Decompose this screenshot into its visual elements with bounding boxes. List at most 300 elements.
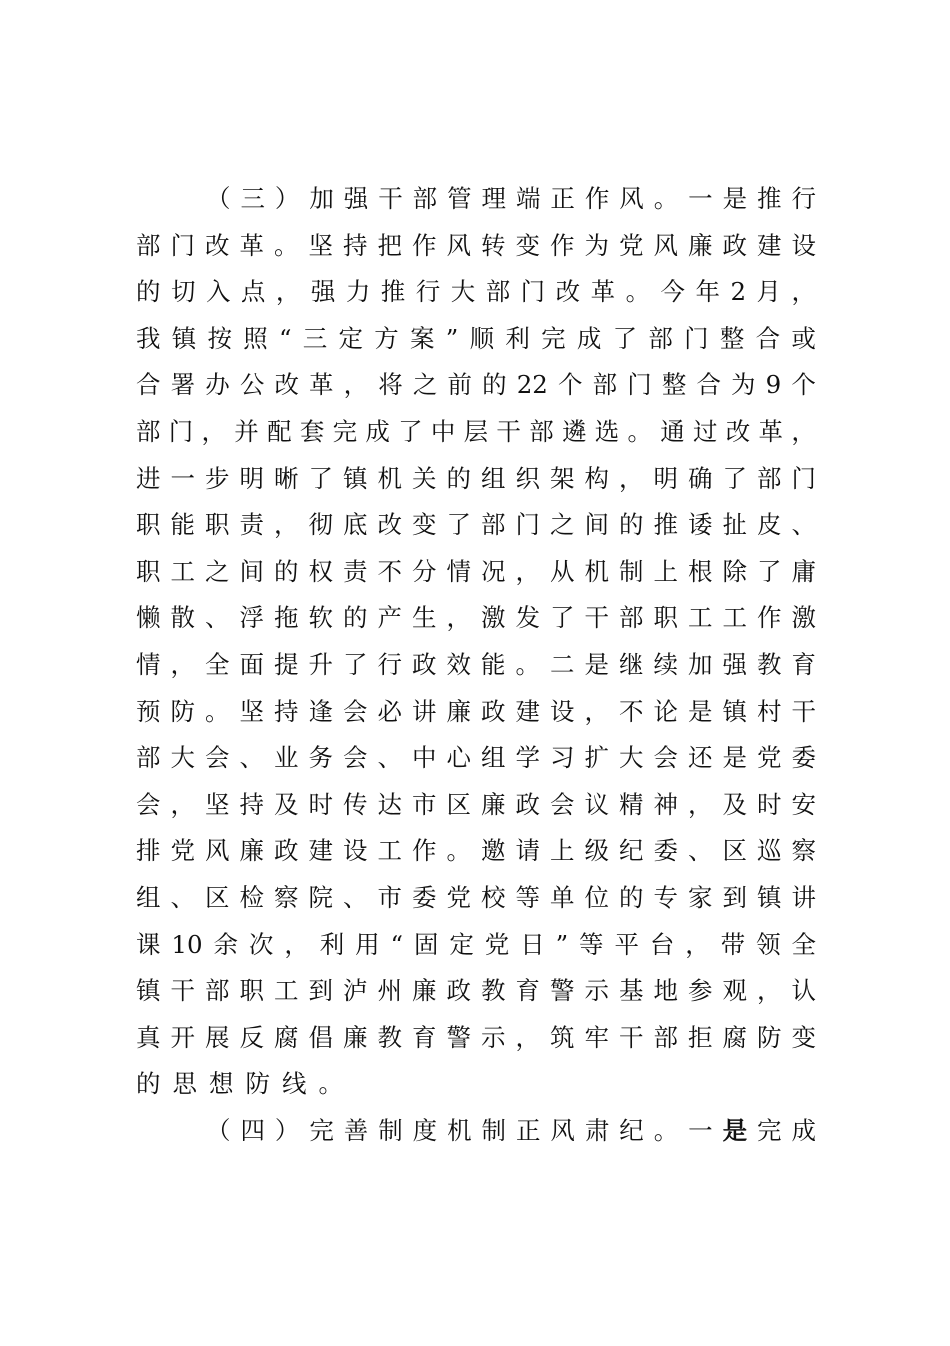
- text-line: [136, 269, 816, 316]
- text-glyph: 察: [791, 836, 816, 866]
- text-glyph: 革: [309, 370, 334, 400]
- text-glyph: 职: [653, 603, 678, 633]
- text-glyph: 示: [584, 976, 609, 1006]
- text-glyph: 廉: [446, 696, 471, 726]
- text-glyph: 腐: [274, 1022, 299, 1052]
- text-line: [136, 828, 816, 875]
- text-glyph: 善: [343, 1115, 369, 1145]
- text-glyph: 确: [688, 463, 713, 493]
- text-glyph: 精: [619, 789, 644, 819]
- text-glyph: 行: [377, 649, 402, 679]
- text-glyph: 中: [412, 743, 437, 773]
- text-glyph: 廉: [688, 230, 713, 260]
- text-glyph: 级: [584, 836, 609, 866]
- text-glyph: 入: [205, 277, 231, 307]
- text-glyph: 职: [205, 510, 230, 540]
- text-glyph: 架: [550, 463, 575, 493]
- text-glyph: 整: [661, 370, 687, 400]
- text-glyph: 、: [377, 743, 402, 773]
- text-glyph: 利: [319, 929, 345, 959]
- text-glyph: 变: [515, 230, 540, 260]
- text-glyph: 会: [653, 743, 678, 773]
- text-glyph: 。: [625, 277, 651, 307]
- text-glyph: 风: [550, 1115, 575, 1145]
- text-glyph: 成: [576, 323, 602, 353]
- text-glyph: 的: [136, 1069, 161, 1099]
- text-glyph: 党: [446, 882, 471, 912]
- text-glyph: ，: [791, 277, 816, 307]
- text-glyph: 廉: [481, 789, 506, 819]
- text-glyph: 变: [412, 510, 437, 540]
- text-glyph: 干: [584, 603, 609, 633]
- text-glyph: 情: [136, 649, 161, 679]
- text-glyph: 按: [207, 323, 232, 353]
- text-glyph: 明: [653, 463, 678, 493]
- text-glyph: 是: [584, 649, 609, 679]
- text-glyph: 作: [412, 230, 437, 260]
- text-glyph: 升: [308, 649, 333, 679]
- text-glyph: 公: [239, 370, 265, 400]
- text-glyph: 持: [274, 696, 299, 726]
- text-glyph: 部: [619, 603, 644, 633]
- text-glyph: 之: [412, 370, 438, 400]
- text-glyph: 。: [653, 184, 679, 213]
- text-line: [136, 689, 816, 736]
- text-glyph: 时: [308, 789, 333, 819]
- text-glyph: 坚: [308, 230, 333, 260]
- text-glyph: 村: [757, 696, 782, 726]
- text-glyph: 工: [170, 556, 195, 586]
- text-glyph: 工: [722, 603, 747, 633]
- text-glyph: 持: [239, 789, 264, 819]
- text-glyph: 推: [380, 277, 406, 307]
- text-glyph: （: [206, 1115, 231, 1145]
- text-glyph: 廉: [239, 836, 264, 866]
- text-glyph: 制: [481, 1115, 506, 1145]
- text-glyph: 大: [170, 743, 195, 773]
- text-glyph: 领: [756, 929, 781, 959]
- text-glyph: 纪: [619, 1115, 644, 1145]
- text-glyph: 论: [653, 696, 678, 726]
- text-glyph: 革: [590, 277, 616, 307]
- text-glyph: 发: [515, 603, 540, 633]
- text-glyph: 激: [791, 603, 816, 633]
- text-glyph: 心: [446, 743, 471, 773]
- text-glyph: 开: [170, 1022, 195, 1052]
- text-glyph: 干: [496, 416, 521, 446]
- text-glyph: 完: [757, 1115, 782, 1145]
- text-glyph: ，: [757, 976, 782, 1006]
- text-glyph: 。: [515, 649, 540, 679]
- text-glyph: 个: [558, 370, 583, 400]
- text-glyph: 浮: [239, 603, 264, 633]
- text-glyph: 基: [619, 976, 644, 1006]
- text-glyph: 市: [412, 789, 437, 819]
- text-glyph: 党: [170, 836, 195, 866]
- text-line: [136, 316, 816, 363]
- text-glyph: 定: [338, 323, 364, 353]
- text-glyph: 会: [550, 789, 575, 819]
- text-glyph: 防: [757, 1022, 782, 1052]
- text-glyph: 除: [722, 556, 747, 586]
- text-glyph: 镇: [171, 323, 197, 353]
- text-glyph: 设: [550, 696, 575, 726]
- text-glyph: 革: [239, 230, 264, 260]
- text-glyph: 门: [170, 230, 195, 260]
- text-glyph: 单: [550, 882, 575, 912]
- text-line: [136, 875, 816, 922]
- text-glyph: 风: [446, 230, 471, 260]
- text-glyph: 部: [648, 323, 673, 353]
- text-glyph: 警: [446, 1022, 471, 1052]
- text-glyph: 转: [481, 230, 506, 260]
- text-glyph: 分: [412, 556, 437, 586]
- text-glyph: 了: [308, 463, 333, 493]
- text-glyph: 设: [343, 836, 368, 866]
- text-glyph: ，: [343, 370, 369, 400]
- text-glyph: 排: [136, 836, 161, 866]
- text-glyph: 。: [205, 696, 230, 726]
- text-glyph: 完: [541, 323, 566, 353]
- text-glyph: 遴: [561, 416, 587, 446]
- text-glyph: 从: [550, 556, 575, 586]
- text-glyph: 力: [345, 277, 371, 307]
- text-glyph: 的: [274, 556, 299, 586]
- text-glyph: 建: [515, 696, 540, 726]
- text-glyph: 组: [136, 882, 161, 912]
- text-glyph: “: [390, 929, 404, 959]
- text-glyph: 责: [343, 556, 368, 586]
- text-glyph: 是: [722, 743, 747, 773]
- text-glyph: 的: [619, 882, 644, 912]
- text-glyph: 强: [343, 184, 369, 213]
- text-glyph: 情: [446, 556, 471, 586]
- text-glyph: ，: [170, 649, 195, 679]
- text-glyph: 检: [239, 882, 264, 912]
- text-glyph: 合: [696, 370, 721, 400]
- text-glyph: 。: [627, 416, 652, 446]
- text-glyph: 切: [170, 277, 196, 307]
- text-glyph: 的: [482, 370, 507, 400]
- text-glyph: （: [206, 184, 231, 213]
- text-glyph: 月: [756, 277, 782, 307]
- text-glyph: 习: [550, 743, 575, 773]
- text-glyph: 部: [529, 416, 554, 446]
- text-glyph: 管: [447, 184, 472, 213]
- text-glyph: 育: [412, 1022, 437, 1052]
- text-glyph: 把: [377, 230, 402, 260]
- text-line: [136, 223, 816, 270]
- text-glyph: 是: [722, 184, 748, 213]
- text-glyph: 之: [205, 556, 230, 586]
- text-glyph: 全: [791, 929, 816, 959]
- text-glyph: 行: [415, 277, 441, 307]
- text-glyph: 并: [234, 416, 259, 446]
- text-glyph: 倡: [308, 1022, 333, 1052]
- text-glyph: 步: [205, 463, 230, 493]
- text-glyph: 部: [653, 1022, 678, 1052]
- text-glyph: 余: [213, 929, 238, 959]
- text-glyph: 之: [550, 510, 575, 540]
- text-glyph: 干: [170, 976, 195, 1006]
- text-glyph: 政: [274, 836, 299, 866]
- text-glyph: 责: [239, 510, 264, 540]
- text-glyph: 邀: [481, 836, 506, 866]
- text-glyph: ，: [275, 277, 301, 307]
- text-glyph: 委: [791, 743, 816, 773]
- text-glyph: 完: [332, 416, 358, 446]
- text-glyph: 廉: [343, 1022, 368, 1052]
- text-glyph: 机: [447, 1115, 472, 1145]
- text-glyph: 加: [688, 649, 713, 679]
- text-glyph: 风: [205, 836, 230, 866]
- text-glyph: 展: [205, 1022, 230, 1052]
- text-glyph: 作: [550, 230, 575, 260]
- text-glyph: 套: [299, 416, 325, 446]
- text-glyph: 了: [343, 649, 368, 679]
- text-glyph: 署: [170, 370, 196, 400]
- text-glyph: 产: [377, 603, 402, 633]
- text-glyph: ，: [619, 463, 644, 493]
- text-glyph: 制: [619, 556, 644, 586]
- text-glyph: 廉: [412, 976, 437, 1006]
- text-glyph: 设: [791, 230, 816, 260]
- text-glyph: 平: [614, 929, 639, 959]
- text-glyph: 党: [619, 230, 644, 260]
- text-glyph: 观: [722, 976, 747, 1006]
- text-glyph: 或: [791, 323, 816, 353]
- text-glyph: 了: [550, 603, 575, 633]
- body-text: [136, 176, 816, 1154]
- text-glyph: 效: [446, 649, 471, 679]
- text-glyph: 将: [378, 370, 403, 400]
- text-glyph: 讲: [791, 882, 816, 912]
- text-glyph: 议: [584, 789, 609, 819]
- text-glyph: 党: [484, 929, 510, 959]
- text-glyph: 前: [447, 370, 472, 400]
- text-glyph: 全: [205, 649, 230, 679]
- text-glyph: 工: [377, 836, 402, 866]
- text-glyph: 整: [719, 323, 745, 353]
- text-glyph: 继: [619, 649, 644, 679]
- text-glyph: 泸: [343, 976, 368, 1006]
- text-line: [136, 409, 816, 456]
- text-glyph: 部: [485, 277, 511, 307]
- text-glyph: 层: [463, 416, 489, 446]
- text-glyph: 进: [136, 463, 161, 493]
- text-glyph: 等: [515, 882, 540, 912]
- text-glyph: 明: [239, 463, 264, 493]
- text-glyph: 会: [205, 743, 230, 773]
- text-glyph: 部: [757, 463, 782, 493]
- text-glyph: 干: [378, 184, 403, 213]
- text-glyph: ，: [201, 416, 227, 446]
- text-glyph: 推: [757, 184, 782, 213]
- text-glyph: 、: [688, 836, 713, 866]
- text-glyph: 织: [515, 463, 540, 493]
- text-glyph: 政: [722, 230, 747, 260]
- text-glyph: 诿: [688, 510, 713, 540]
- text-glyph: 持: [343, 230, 368, 260]
- text-glyph: 方: [374, 323, 399, 353]
- text-glyph: 家: [688, 882, 713, 912]
- text-glyph: 扩: [584, 743, 609, 773]
- text-glyph: 纪: [619, 836, 644, 866]
- text-glyph: 干: [791, 696, 816, 726]
- text-glyph: 部: [136, 416, 161, 446]
- text-glyph: 了: [757, 556, 782, 586]
- text-glyph: 强: [310, 277, 336, 307]
- text-line: [136, 968, 816, 1015]
- text-glyph: 校: [481, 882, 506, 912]
- text-glyph: 成: [791, 1115, 816, 1145]
- text-glyph: 拖: [274, 603, 299, 633]
- text-glyph: 配: [267, 416, 292, 446]
- text-glyph: ，: [515, 556, 540, 586]
- text-glyph: 彻: [308, 510, 333, 540]
- text-glyph: 反: [239, 1022, 264, 1052]
- text-glyph: 完: [309, 1115, 334, 1145]
- text-glyph: 部: [205, 976, 230, 1006]
- text-glyph: 的: [343, 603, 368, 633]
- text-glyph: 门: [520, 277, 546, 307]
- text-glyph: ”: [445, 323, 459, 353]
- text-glyph: 作: [757, 603, 782, 633]
- text-glyph: ，: [688, 789, 713, 819]
- text-glyph: 10: [171, 929, 203, 959]
- text-glyph: 工: [274, 976, 299, 1006]
- text-glyph: “: [279, 323, 292, 353]
- text-glyph: 课: [136, 929, 161, 959]
- text-glyph: 察: [274, 882, 299, 912]
- text-glyph: 改: [555, 277, 581, 307]
- text-glyph: 、: [170, 882, 195, 912]
- text-glyph: 变: [791, 1022, 816, 1052]
- text-glyph: ，: [685, 929, 710, 959]
- text-glyph: 制: [378, 1115, 403, 1145]
- text-glyph: 镇: [136, 976, 161, 1006]
- text-glyph: 镇: [757, 882, 782, 912]
- text-glyph: 等: [579, 929, 604, 959]
- text-glyph: 过: [693, 416, 718, 446]
- text-glyph: 部: [481, 510, 506, 540]
- text-glyph: 一: [688, 184, 713, 213]
- text-glyph: 一: [170, 463, 195, 493]
- text-glyph: 部: [136, 743, 161, 773]
- text-glyph: 三: [302, 323, 328, 353]
- text-glyph: 是: [688, 696, 713, 726]
- text-glyph: 区: [205, 882, 230, 912]
- text-glyph: 风: [619, 184, 644, 213]
- text-glyph: 办: [205, 370, 230, 400]
- text-glyph: 党: [757, 743, 782, 773]
- text-glyph: 、: [239, 743, 264, 773]
- text-glyph: 干: [619, 1022, 644, 1052]
- text-glyph: 合: [136, 370, 161, 400]
- text-line: [136, 1015, 816, 1062]
- text-glyph: 9: [765, 370, 782, 400]
- text-glyph: 门: [515, 510, 540, 540]
- text-glyph: 改: [205, 230, 230, 260]
- text-glyph: 门: [627, 370, 652, 400]
- text-glyph: 达: [377, 789, 402, 819]
- text-glyph: 真: [136, 1022, 161, 1052]
- text-glyph: 安: [791, 789, 816, 819]
- text-glyph: 今: [660, 277, 686, 307]
- text-glyph: 专: [653, 882, 678, 912]
- text-line: [136, 549, 816, 596]
- text-glyph: 用: [355, 929, 380, 959]
- text-glyph: 案: [410, 323, 435, 353]
- text-glyph: 通: [660, 416, 685, 446]
- text-glyph: 肃: [584, 1115, 610, 1145]
- text-glyph: 改: [377, 510, 402, 540]
- text-glyph: 次: [248, 929, 274, 959]
- text-glyph: 建: [757, 230, 782, 260]
- text-glyph: 门: [791, 463, 816, 493]
- text-glyph: 行: [791, 184, 816, 213]
- text-glyph: 。: [274, 230, 299, 260]
- text-glyph: 镇: [722, 696, 747, 726]
- text-glyph: 时: [757, 789, 782, 819]
- text-glyph: 风: [653, 230, 678, 260]
- text-glyph: 及: [722, 789, 747, 819]
- text-glyph: 了: [722, 463, 747, 493]
- text-glyph: 为: [584, 230, 609, 260]
- text-glyph: 政: [446, 976, 471, 1006]
- text-glyph: 二: [550, 649, 575, 679]
- text-glyph: 为: [731, 370, 756, 400]
- text-glyph: 教: [377, 1022, 402, 1052]
- text-glyph: 逢: [308, 696, 333, 726]
- text-glyph: ）: [274, 184, 300, 213]
- text-line: [136, 362, 816, 409]
- text-glyph: 地: [653, 976, 678, 1006]
- text-glyph: 关: [412, 463, 437, 493]
- text-glyph: 生: [412, 603, 437, 633]
- text-glyph: 续: [653, 649, 678, 679]
- text-glyph: 一: [688, 1115, 713, 1145]
- text-line: [136, 1108, 816, 1155]
- text-glyph: 机: [584, 556, 609, 586]
- text-glyph: 务: [308, 743, 333, 773]
- text-line: [136, 642, 816, 689]
- text-glyph: 理: [481, 184, 506, 213]
- text-glyph: 区: [722, 836, 747, 866]
- text-glyph: 建: [308, 836, 333, 866]
- text-glyph: 面: [239, 649, 264, 679]
- text-glyph: ，: [284, 929, 309, 959]
- text-glyph: 台: [649, 929, 675, 959]
- text-glyph: 。: [653, 1115, 679, 1145]
- text-glyph: 能: [481, 649, 506, 679]
- text-glyph: 政: [515, 789, 540, 819]
- text-glyph: 警: [550, 976, 575, 1006]
- text-glyph: 扯: [722, 510, 747, 540]
- text-line: [136, 922, 816, 969]
- text-glyph: 个: [791, 370, 816, 400]
- text-glyph: 讲: [412, 696, 437, 726]
- text-line: [136, 176, 816, 223]
- text-glyph: 构: [584, 463, 609, 493]
- text-glyph: 州: [377, 976, 402, 1006]
- text-glyph: 组: [481, 743, 506, 773]
- text-glyph: 想: [209, 1069, 234, 1099]
- text-glyph: 庸: [791, 556, 816, 586]
- text-glyph: 认: [791, 976, 816, 1006]
- text-glyph: 教: [481, 976, 506, 1006]
- text-glyph: 带: [720, 929, 746, 959]
